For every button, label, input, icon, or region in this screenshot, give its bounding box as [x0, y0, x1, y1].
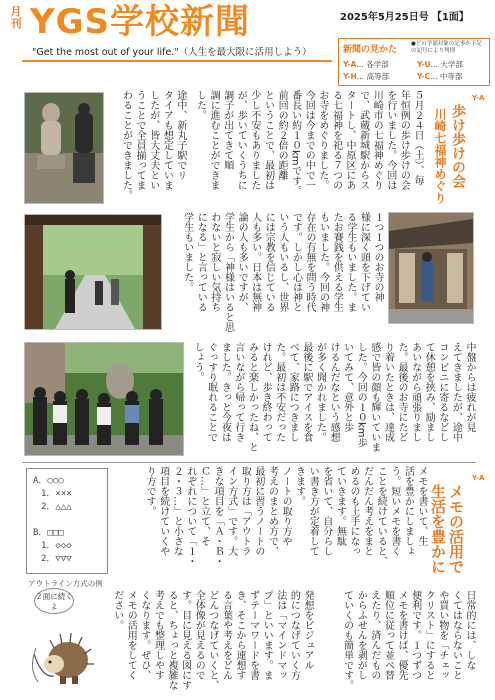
legend-row: Y-A… 各学部 [343, 60, 389, 69]
photo-temple [388, 212, 474, 324]
outline-row: B．□□□ [33, 528, 64, 538]
newspaper-title: YGS学校新聞 [30, 2, 251, 42]
article1-block-2: １つ１つのお寺の神 様に深く頭を下げてい る学生もいました。ま たお賽銭を供える学生 もいました。今回の神 存在の有無を問う時代 です。しかし心は神と いう人もいるし、世界 には宗教を信じている 人も多い。日本は無神 論の人も多いですが、 学生から「神様はいると思 わないと寂しい気持ち になる」と言っている 学生もいました。 [181, 212, 383, 332]
outline-row: A．○○○ [33, 476, 64, 486]
legend-row: Y-C… 中等部 [417, 72, 463, 81]
hedgehog-icon [24, 618, 96, 690]
group-image [25, 343, 183, 455]
article2-block-1: メモを書いて、生 活を豊かにしましょ う。短いメモを書く ことを続けていると、 だんだん考えをまと めるのも上手になっ ていきます。無駄 を省いて、自分らし い書き方が定着して きます。 ノートの取り方や 考えのまとめ方で、 最初に習うノートの 取り方は「アウトラ イン方式」です。大 きな項目を「Ａ・Ｂ・ Ｃ…」と立て、そ れぞれについて「１・ ２・３…」と小さな 項目を続けていくや り方です。 [144, 466, 427, 566]
article-tag: Y-A [472, 94, 485, 102]
continued-bubble: ２面に続くよ [34, 588, 74, 614]
article-subheadline: 川崎七福神めぐり [433, 108, 447, 204]
legend-row: Y-H… 高等部 [343, 72, 390, 81]
hedgehog-illustration [24, 618, 96, 690]
issue-date: 2025年5月25日号 【1面】 [340, 12, 469, 23]
photo-walking [24, 214, 162, 330]
monthly-label: 月 刊 [10, 5, 22, 30]
temple-image [389, 213, 473, 323]
article2-block-2: 発想をビジュアル 的につなげていく方 法は「マインドマッ プ」といいます。ま ずテーマワードを書 き、そこから連想す る言葉や考えをどん どんつなげていくと、 全体像が見えるので す。目に見える図にす ると、ちょっと複雑な 考えでも整理しやす くなります。ぜひ、 メモの活用をしてく ださい。 [111, 590, 313, 690]
outline-row: 1．◇◇◇ [41, 541, 72, 551]
legend-note: ●どの学部対象の記事か下記の記号により判別 [411, 41, 482, 54]
photo-statue [24, 92, 104, 204]
statue-image [25, 93, 103, 203]
outline-row: 2．△△△ [41, 502, 72, 512]
photo-group [24, 342, 184, 456]
outline-caption: アウトライン方式の例 [28, 579, 103, 588]
article-subheadline: 生活を豊かに [429, 484, 447, 574]
walking-image [25, 215, 161, 329]
article-headline: 歩け歩けの会 [450, 104, 466, 188]
section-divider [22, 462, 476, 463]
article1-block-3: 中盤からは疲れが見 えてきましたが、途中 コンビニに寄るなどし て休憩を挟み、励まし あいながら頑張りまし た。最後のお寺にたど り着いたときは、達成 感で皆の顔も輝いていま した。今回の１０km歩 いてみて、意外と歩 けるんだなという感想 が多く聞かれました。 最後に駅でアイスを食 べて、家路につきまし た。最初は不安だった けれど、歩き終わって みると楽しかったね、と 言いながら帰って行き ました。きっと今夜は ぐっすり眠れることで しょう。 [192, 342, 475, 452]
outline-row: 2．▽▽▽ [41, 554, 72, 564]
legend-title: 新聞の見かた [343, 45, 398, 55]
article-headline: メモの活用で [447, 484, 465, 574]
outline-row [33, 512, 101, 525]
article-tag: Y-A [472, 474, 485, 482]
article1-block-1: ５月２４日（土）、毎 年恒例の歩け歩けの会 を行いました。今回は 川崎市の七福神めぐり で、武蔵新城駅からス タートし、中原区にあ る七福神を祀る７つの お寺をめぐりました。 今回は今までの中で一 番長い約１０kmです。 前回の約２倍の距離 ということで、最初は 少し不安もありました が、歩いていくうちに 調子が出てきて順 調に進むことができま した。 途中、新丸子駅でリ タイアも想定していま したが、皆大丈夫とい うことで全員揃ってま わることができました。 [120, 90, 423, 200]
page-indicator: 【1面】 [431, 12, 469, 23]
header-divider [22, 60, 332, 62]
article2-block-3: 日常的には、しな くてはならないこと や買い物を「チェッ クリスト」にすると 便利です。１つずつ メモを書けば、優先 順位に従って並べ替 えたり、済んだもの からふせんを剥がし ていくのも簡単です。 [341, 590, 475, 690]
legend-box [338, 38, 490, 86]
outline-example-box [26, 468, 108, 574]
legend-row: Y-U… 大学部 [417, 60, 463, 69]
motto: "Get the most out of your life."（人生を最大限に活用しよう） [32, 47, 312, 58]
outline-row: 1．××× [41, 489, 72, 499]
